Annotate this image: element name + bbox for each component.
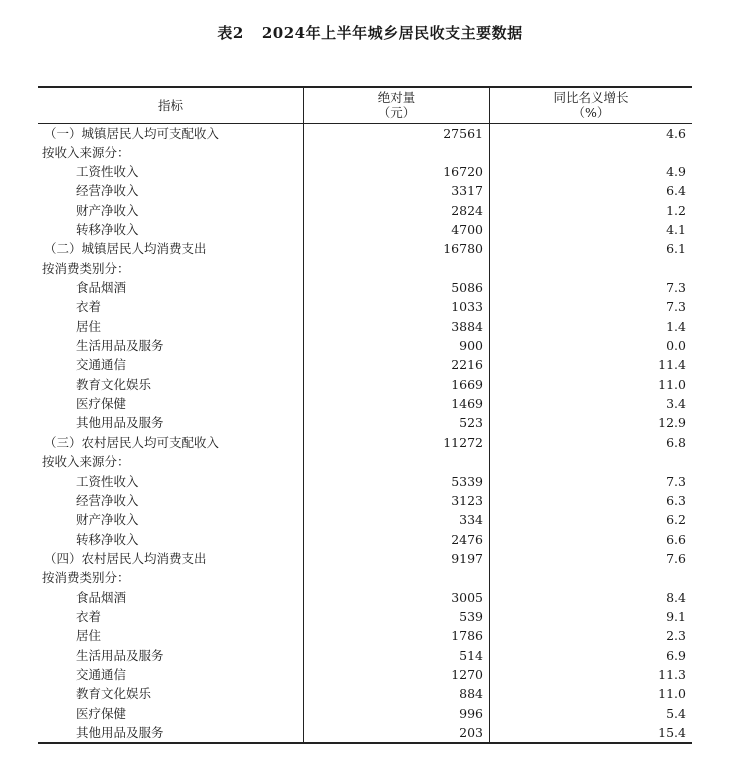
row-absolute-value: 1669 — [304, 375, 490, 394]
row-growth-rate: 2.3 — [666, 628, 686, 644]
table-row — [38, 510, 692, 529]
row-growth-rate: 11.0 — [658, 686, 686, 702]
row-label: 经营净收入 — [38, 491, 304, 510]
row-label: 居住 — [38, 317, 304, 336]
row-growth-rate: 6.9 — [666, 647, 686, 663]
row-absolute-value: 1469 — [304, 394, 490, 413]
row-growth-rate: 6.4 — [666, 183, 686, 199]
row-absolute-value: 27561 — [304, 123, 490, 143]
row-growth-rate: 11.4 — [658, 357, 686, 373]
table-row — [38, 587, 692, 606]
table-row — [38, 645, 692, 664]
row-growth-rate: 7.3 — [666, 280, 686, 296]
row-label: 按收入来源分： — [38, 143, 304, 162]
table-header — [38, 87, 692, 123]
row-growth-rate: 1.2 — [666, 202, 686, 218]
row-growth-rate — [490, 452, 693, 471]
row-absolute-value — [304, 259, 490, 278]
table-row — [38, 626, 692, 645]
table-row — [38, 549, 692, 568]
row-absolute-value: 5086 — [304, 278, 490, 297]
table-row — [38, 123, 692, 143]
row-growth-rate: 6.8 — [666, 434, 686, 450]
row-absolute-value — [304, 143, 490, 162]
table-row — [38, 607, 692, 626]
row-label: 食品烟酒 — [38, 587, 304, 606]
row-absolute-value: 5339 — [304, 471, 490, 490]
row-growth-rate: 12.9 — [658, 415, 686, 431]
row-absolute-value: 1786 — [304, 626, 490, 645]
table-row — [38, 491, 692, 510]
table-row — [38, 471, 692, 490]
row-growth-rate: 15.4 — [658, 724, 686, 740]
row-label: 工资性收入 — [38, 162, 304, 181]
row-label: 交通通信 — [38, 355, 304, 374]
table-row — [38, 375, 692, 394]
row-growth-rate: 7.3 — [666, 473, 686, 489]
row-absolute-value: 3123 — [304, 491, 490, 510]
row-label: 其他用品及服务 — [38, 413, 304, 432]
row-absolute-value: 2824 — [304, 201, 490, 220]
table-row — [38, 317, 692, 336]
row-absolute-value: 2216 — [304, 355, 490, 374]
table-row — [38, 355, 692, 374]
row-growth-rate: 7.6 — [666, 550, 686, 566]
row-growth-rate — [490, 568, 693, 587]
row-absolute-value: 203 — [304, 723, 490, 743]
header-row — [38, 87, 692, 123]
row-label: 医疗保健 — [38, 394, 304, 413]
header-absolute-value — [304, 87, 490, 123]
table-row — [38, 162, 692, 181]
table-row — [38, 665, 692, 684]
row-label: 转移净收入 — [38, 529, 304, 548]
table-row — [38, 336, 692, 355]
table-row — [38, 278, 692, 297]
row-label: 衣着 — [38, 607, 304, 626]
row-absolute-value: 523 — [304, 413, 490, 432]
row-absolute-value: 514 — [304, 645, 490, 664]
row-label: 按收入来源分： — [38, 452, 304, 471]
row-label: 食品烟酒 — [38, 278, 304, 297]
row-absolute-value: 2476 — [304, 529, 490, 548]
table-title-text: 2024年上半年城乡居民收支主要数据 — [261, 24, 523, 42]
table-number: 表2 — [217, 24, 244, 42]
row-absolute-value: 4700 — [304, 220, 490, 239]
table-row — [38, 259, 692, 278]
row-growth-rate: 9.1 — [666, 608, 686, 624]
header-absolute-value-label: 绝对量 — [377, 90, 416, 106]
table-row — [38, 143, 692, 162]
row-label: 转移净收入 — [38, 220, 304, 239]
row-label: （二）城镇居民人均消费支出 — [38, 239, 304, 258]
row-growth-rate: 4.9 — [666, 164, 686, 180]
row-growth-rate: 3.4 — [666, 396, 686, 412]
row-label: （四）农村居民人均消费支出 — [38, 549, 304, 568]
row-label: 教育文化娱乐 — [38, 375, 304, 394]
row-label: 生活用品及服务 — [38, 336, 304, 355]
row-label: 教育文化娱乐 — [38, 684, 304, 703]
header-indicator: 指标 — [38, 87, 304, 123]
row-growth-rate — [490, 143, 693, 162]
row-growth-rate: 6.3 — [666, 492, 686, 508]
row-growth-rate: 6.6 — [666, 531, 686, 547]
row-growth-rate: 7.3 — [666, 299, 686, 315]
table-row — [38, 239, 692, 258]
table-row — [38, 684, 692, 703]
row-label: 生活用品及服务 — [38, 645, 304, 664]
row-label: 财产净收入 — [38, 510, 304, 529]
data-table — [38, 86, 692, 744]
row-label: 按消费类别分： — [38, 259, 304, 278]
row-label: 经营净收入 — [38, 181, 304, 200]
table-row — [38, 452, 692, 471]
row-label: 居住 — [38, 626, 304, 645]
row-absolute-value: 900 — [304, 336, 490, 355]
row-absolute-value: 3884 — [304, 317, 490, 336]
row-growth-rate: 11.3 — [658, 666, 686, 682]
table-row — [38, 297, 692, 316]
header-growth — [490, 87, 693, 123]
table-row — [38, 529, 692, 548]
row-label: 按消费类别分： — [38, 568, 304, 587]
row-label: （一）城镇居民人均可支配收入 — [38, 123, 304, 143]
table-row — [38, 433, 692, 452]
row-label: 工资性收入 — [38, 471, 304, 490]
table-title — [0, 22, 740, 43]
row-growth-rate: 4.1 — [666, 222, 686, 238]
table-row — [38, 220, 692, 239]
row-absolute-value: 16720 — [304, 162, 490, 181]
row-label: 医疗保健 — [38, 703, 304, 722]
row-absolute-value: 16780 — [304, 239, 490, 258]
table-row — [38, 181, 692, 200]
row-growth-rate: 6.2 — [666, 512, 686, 528]
table-row — [38, 568, 692, 587]
row-absolute-value: 884 — [304, 684, 490, 703]
table-row — [38, 413, 692, 432]
row-label: 财产净收入 — [38, 201, 304, 220]
row-growth-rate: 6.1 — [666, 241, 686, 257]
row-absolute-value: 1270 — [304, 665, 490, 684]
table-row — [38, 394, 692, 413]
table-row — [38, 201, 692, 220]
row-growth-rate: 1.4 — [666, 318, 686, 334]
row-absolute-value — [304, 568, 490, 587]
row-growth-rate: 4.6 — [666, 125, 686, 141]
row-growth-rate: 8.4 — [666, 589, 686, 605]
table-body — [38, 123, 692, 743]
row-absolute-value: 9197 — [304, 549, 490, 568]
table-row — [38, 703, 692, 722]
row-absolute-value: 996 — [304, 703, 490, 722]
row-label: 交通通信 — [38, 665, 304, 684]
row-label: 衣着 — [38, 297, 304, 316]
row-growth-rate: 11.0 — [658, 376, 686, 392]
header-growth-label: 同比名义增长 — [553, 90, 629, 106]
row-growth-rate — [490, 259, 693, 278]
row-absolute-value — [304, 452, 490, 471]
row-label: 其他用品及服务 — [38, 723, 304, 743]
row-absolute-value: 539 — [304, 607, 490, 626]
row-absolute-value: 11272 — [304, 433, 490, 452]
row-growth-rate: 0.0 — [666, 338, 686, 354]
row-absolute-value: 334 — [304, 510, 490, 529]
row-absolute-value: 3005 — [304, 587, 490, 606]
table-row — [38, 723, 692, 743]
row-absolute-value: 1033 — [304, 297, 490, 316]
row-label: （三）农村居民人均可支配收入 — [38, 433, 304, 452]
row-absolute-value: 3317 — [304, 181, 490, 200]
header-absolute-value-unit: （元） — [377, 105, 416, 121]
row-growth-rate: 5.4 — [666, 705, 686, 721]
header-growth-unit: （%） — [572, 105, 610, 121]
